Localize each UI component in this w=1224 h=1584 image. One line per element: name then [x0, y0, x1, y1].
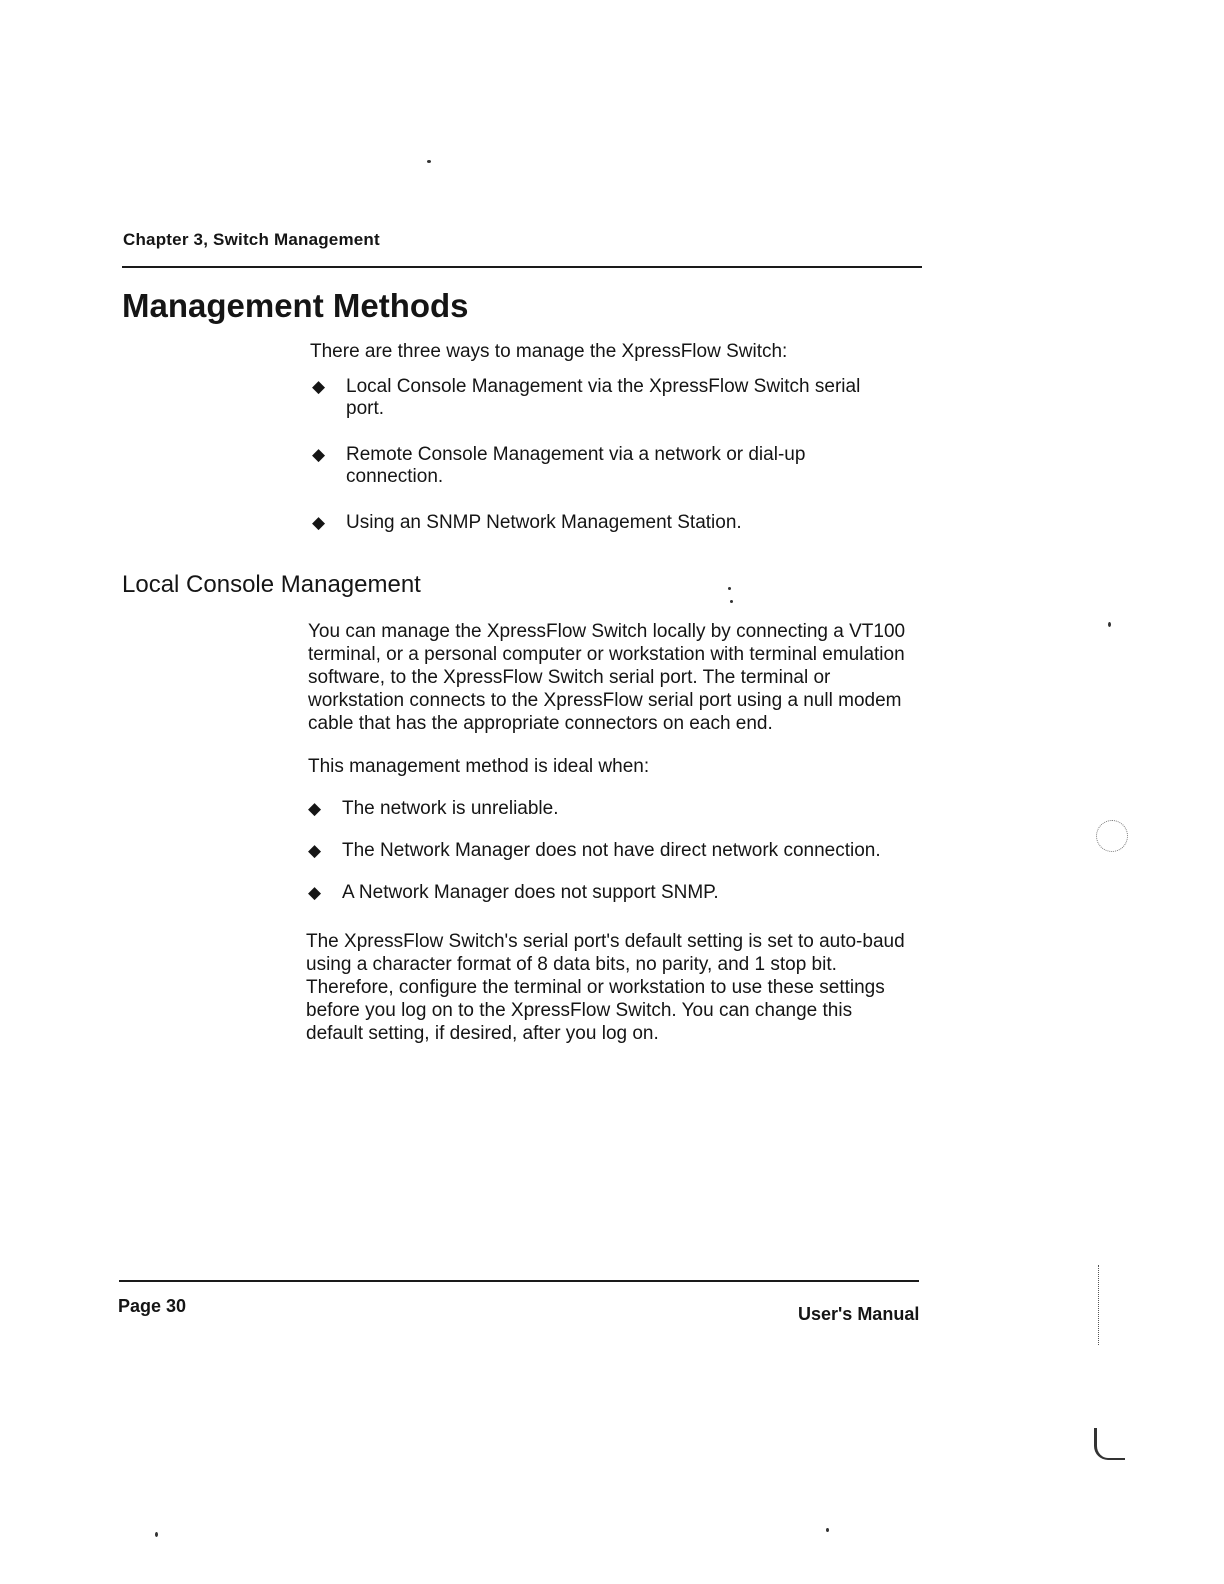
diamond-bullet-icon: ◆ — [308, 841, 322, 860]
methods-list — [312, 376, 892, 558]
diamond-bullet-icon: ◆ — [308, 883, 322, 902]
list-item-text: The Network Manager does not have direct network connection. — [342, 840, 881, 861]
list-item-text: A Network Manager does not support SNMP. — [342, 882, 719, 903]
diamond-bullet-icon: ◆ — [312, 513, 326, 532]
list-item — [312, 512, 892, 534]
header-rule — [122, 266, 922, 268]
scan-speck — [427, 160, 431, 163]
scan-speck — [728, 587, 731, 590]
list-item-text: Using an SNMP Network Management Station. — [346, 512, 742, 533]
scan-mark — [1094, 1428, 1125, 1460]
list-item — [308, 798, 908, 820]
ideal-intro: This management method is ideal when: — [308, 756, 650, 777]
list-item-text: Local Console Management via the XpressFlow Switch serial port. — [346, 376, 861, 419]
subsection-title: Local Console Management — [122, 571, 421, 598]
scan-mark — [1098, 1265, 1101, 1345]
list-item-text: Remote Console Management via a network or dial-up connection. — [346, 444, 806, 487]
list-item-text: The network is unreliable. — [342, 798, 559, 819]
list-item — [312, 444, 892, 488]
page-number: Page 30 — [118, 1296, 187, 1316]
scan-speck — [1108, 622, 1111, 627]
scan-speck — [155, 1532, 158, 1537]
list-item — [308, 840, 908, 862]
ideal-conditions-list — [308, 798, 908, 924]
manual-label: User's Manual — [798, 1304, 920, 1324]
serial-port-paragraph: The XpressFlow Switch's serial port's default setting is set to auto-baud using a character format of 8 data bits, no parity, and 1 stop bit. Therefore, configure the terminal or workstation to use these settings before you log on to the XpressFlow Switch. You can change this default setting, if desired, after you log on. — [306, 931, 905, 1044]
footer-rule — [119, 1280, 919, 1282]
section-title: Management Methods — [122, 287, 469, 324]
local-console-paragraph: You can manage the XpressFlow Switch locally by connecting a VT100 terminal, or a personal computer or workstation with terminal emulation software, to the XpressFlow Switch serial port. The terminal or workstation connects to the XpressFlow serial port using a null modem cable that has the appropriate connectors on each end. — [308, 621, 906, 734]
diamond-bullet-icon: ◆ — [312, 445, 326, 464]
diamond-bullet-icon: ◆ — [308, 799, 322, 818]
scan-speck — [730, 600, 733, 603]
scan-mark — [1096, 820, 1128, 852]
diamond-bullet-icon: ◆ — [312, 377, 326, 396]
list-item — [308, 882, 908, 904]
list-item — [312, 376, 892, 420]
running-head: Chapter 3, Switch Management — [123, 230, 380, 249]
section-intro: There are three ways to manage the XpressFlow Switch: — [310, 341, 788, 362]
scan-speck — [826, 1528, 829, 1532]
